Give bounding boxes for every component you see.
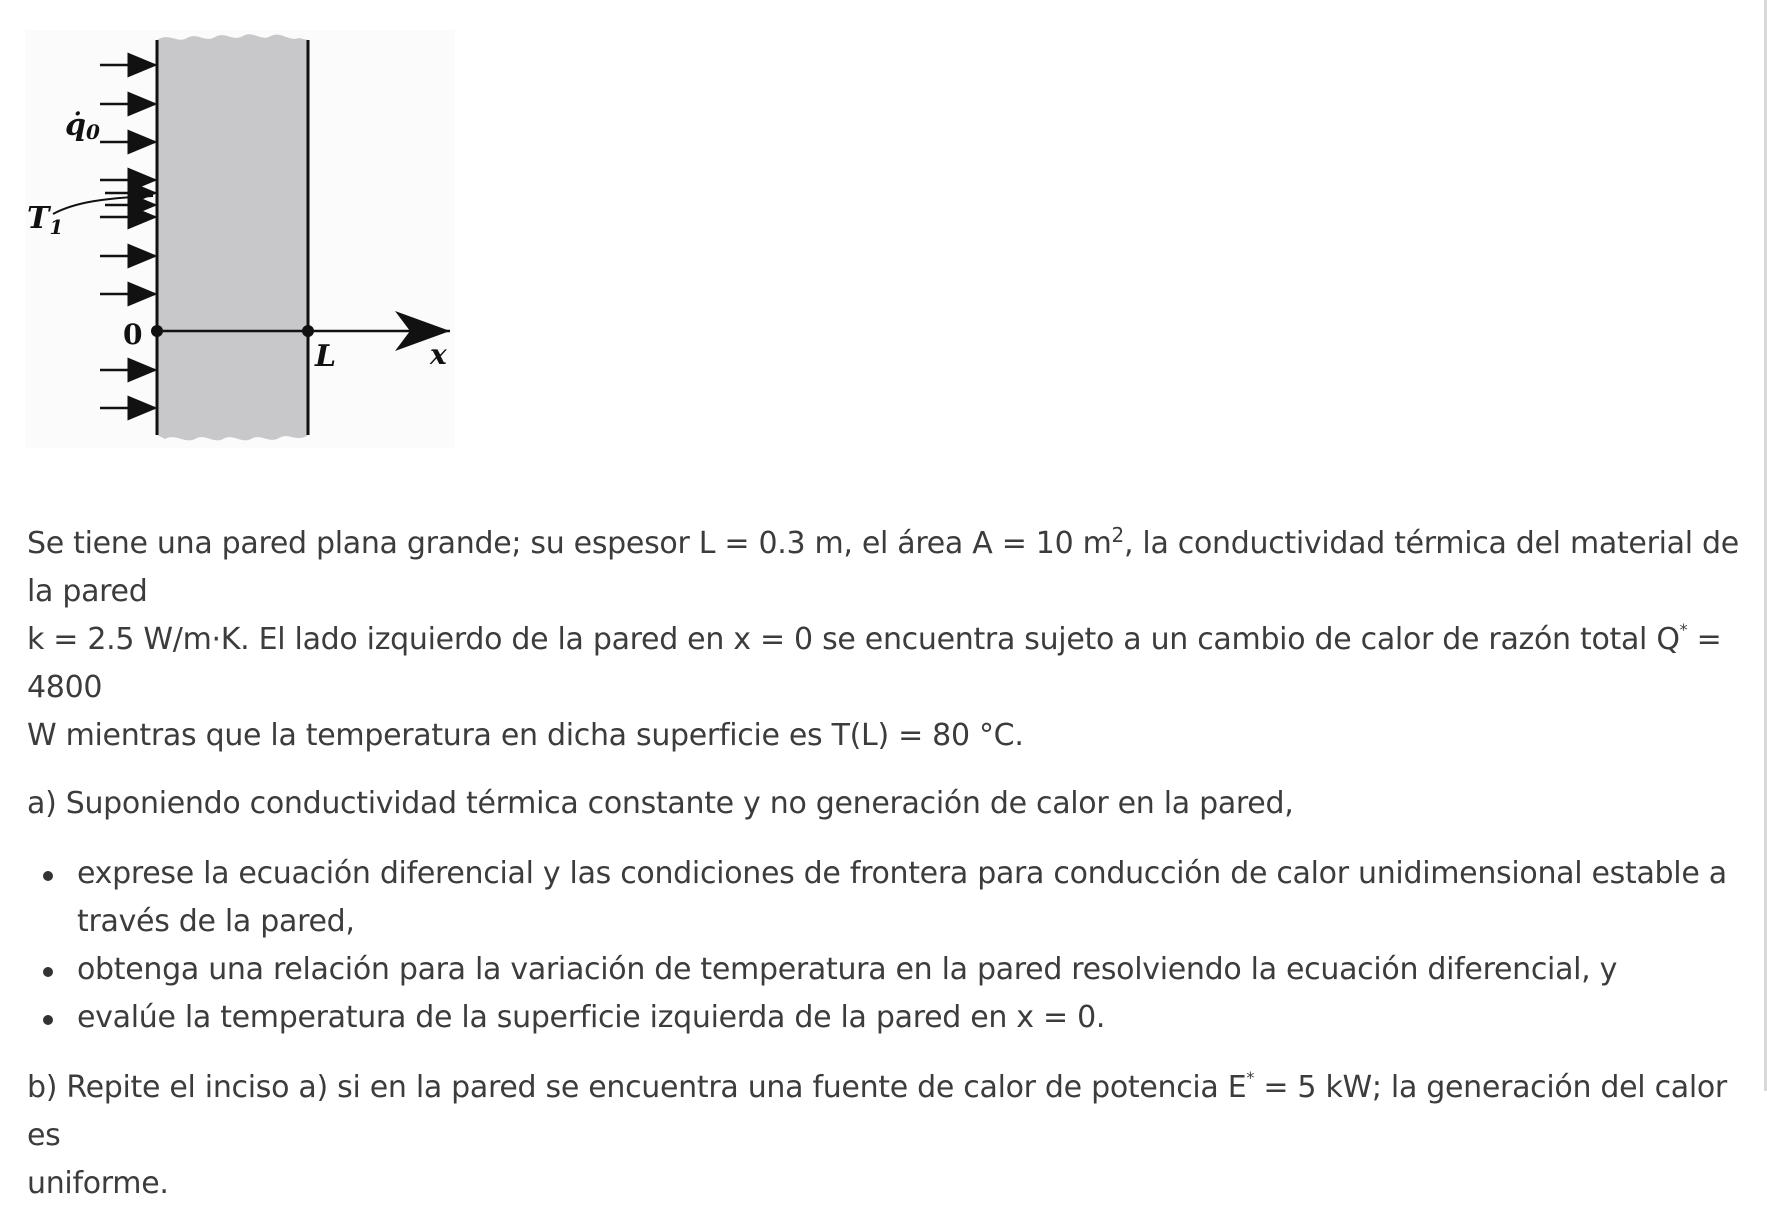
- statement-part: k = 2.5 W/m·K. El lado izquierdo de la pared en x = 0 se encuentra sujeto a un cambio de calor de razón total Q: [27, 622, 1680, 657]
- wall-shape: [157, 34, 308, 440]
- area-exponent: 2: [1111, 523, 1124, 547]
- part-a-heading: a) Suponiendo conductividad térmica constante y no generación de calor en la pared,: [27, 786, 1294, 821]
- origin-label: 0: [123, 318, 143, 351]
- problem-text: [27, 520, 1742, 1208]
- list-item: evalúe la temperatura de la superficie izquierda de la pared en x = 0.: [77, 994, 1742, 1042]
- part-b-text: b) Repite el inciso a) si en la pared se encuentra una fuente de calor de potencia E: [27, 1070, 1247, 1105]
- t1-label: $T_1$: [27, 201, 64, 239]
- wall-figure: [25, 30, 455, 450]
- part-a-list: [27, 850, 1742, 1042]
- q0-label: q̇0: [65, 108, 100, 144]
- e-star: *: [1246, 1068, 1255, 1087]
- wall-end-dot: [302, 325, 314, 337]
- list-item: exprese la ecuación diferencial y las condiciones de frontera para conducción de calor unidimensional estable a través de la pared,: [77, 850, 1742, 946]
- statement-part: Se tiene una pared plana grande; su espesor L = 0.3 m, el área A = 10 m: [27, 526, 1112, 561]
- list-item: obtenga una relación para la variación de temperatura en la pared resolviendo la ecuación diferencial, y: [77, 946, 1742, 994]
- problem-statement: [27, 520, 1742, 760]
- statement-part: , la conductividad térmica del material de la pared: [27, 526, 1739, 609]
- x-label: x: [430, 338, 447, 371]
- part-b-text: = 5 kW; la generación del calor es: [27, 1070, 1727, 1153]
- part-b: [27, 1064, 1742, 1208]
- statement-part: W mientras que la temperatura en dicha superficie es T(L) = 80 °C.: [27, 718, 1024, 753]
- origin-dot: [151, 325, 163, 337]
- part-b-text: uniforme.: [27, 1166, 169, 1201]
- l-label: L: [315, 339, 337, 374]
- wall-diagram: [25, 30, 455, 450]
- q-star: *: [1679, 620, 1688, 639]
- statement-part: = 4800: [27, 622, 1722, 705]
